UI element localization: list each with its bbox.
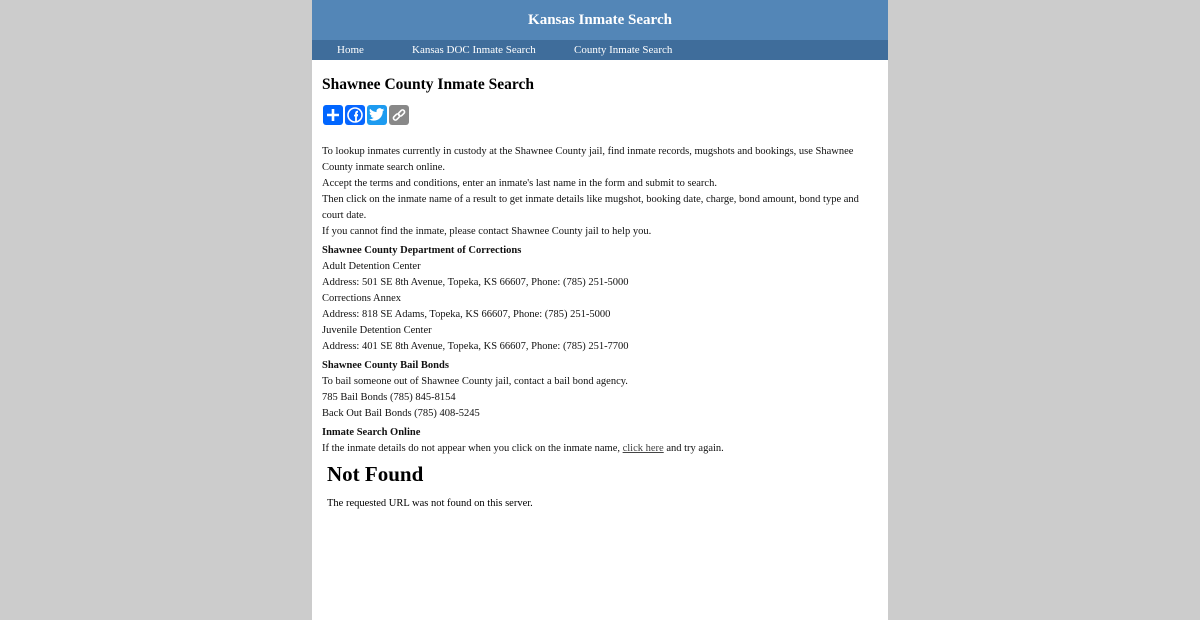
online-text-before: If the inmate details do not appear when you click on the inmate name, xyxy=(322,443,623,454)
not-found-message: The requested URL was not found on this server. xyxy=(327,498,533,509)
intro-paragraph: To lookup inmates currently in custody at the Shawnee County jail, find inmate records, mugshots and bookings, use Shawnee County inmate search online. xyxy=(322,146,854,173)
doc-heading: Shawnee County Department of Corrections xyxy=(322,245,522,256)
doc-line: Juvenile Detention Center xyxy=(322,325,432,336)
bail-line: To bail someone out of Shawnee County jail, contact a bail bond agency. xyxy=(322,376,628,387)
nav-kansas-doc[interactable]: Kansas DOC Inmate Search xyxy=(412,44,536,56)
share-buttons xyxy=(323,105,409,125)
doc-line: Address: 818 SE Adams, Topeka, KS 66607, Phone: (785) 251-5000 xyxy=(322,309,611,320)
doc-line: Address: 501 SE 8th Avenue, Topeka, KS 66607, Phone: (785) 251-5000 xyxy=(322,277,629,288)
online-heading: Inmate Search Online xyxy=(322,427,421,438)
doc-line: Address: 401 SE 8th Avenue, Topeka, KS 66607, Phone: (785) 251-7700 xyxy=(322,341,629,352)
site-header: Kansas Inmate Search xyxy=(312,0,888,40)
page-title: Shawnee County Inmate Search xyxy=(322,76,534,93)
bail-line: 785 Bail Bonds (785) 845-8154 xyxy=(322,392,456,403)
intro-paragraph: If you cannot find the inmate, please contact Shawnee County jail to help you. xyxy=(322,226,652,237)
nav-county[interactable]: County Inmate Search xyxy=(574,44,673,56)
intro-paragraph: Accept the terms and conditions, enter an inmate's last name in the form and submit to search. xyxy=(322,178,717,189)
doc-line: Adult Detention Center xyxy=(322,261,421,272)
online-text xyxy=(322,441,872,457)
article-body xyxy=(322,144,872,457)
twitter-icon[interactable] xyxy=(367,105,387,125)
click-here-link[interactable]: click here xyxy=(622,443,664,454)
online-text-after: and try again. xyxy=(663,443,724,454)
plus-icon[interactable] xyxy=(323,105,343,125)
link-icon[interactable] xyxy=(389,105,409,125)
intro-paragraph: Then click on the inmate name of a result to get inmate details like mugshot, booking date, charge, bond amount, bond type and court date. xyxy=(322,194,859,221)
nav-home[interactable]: Home xyxy=(337,44,364,56)
doc-line: Corrections Annex xyxy=(322,293,402,304)
page xyxy=(312,0,888,620)
bail-heading: Shawnee County Bail Bonds xyxy=(322,360,449,371)
nav-bar xyxy=(312,40,888,60)
not-found-title: Not Found xyxy=(327,462,424,486)
bail-line: Back Out Bail Bonds (785) 408-5245 xyxy=(322,408,480,419)
facebook-icon[interactable] xyxy=(345,105,365,125)
